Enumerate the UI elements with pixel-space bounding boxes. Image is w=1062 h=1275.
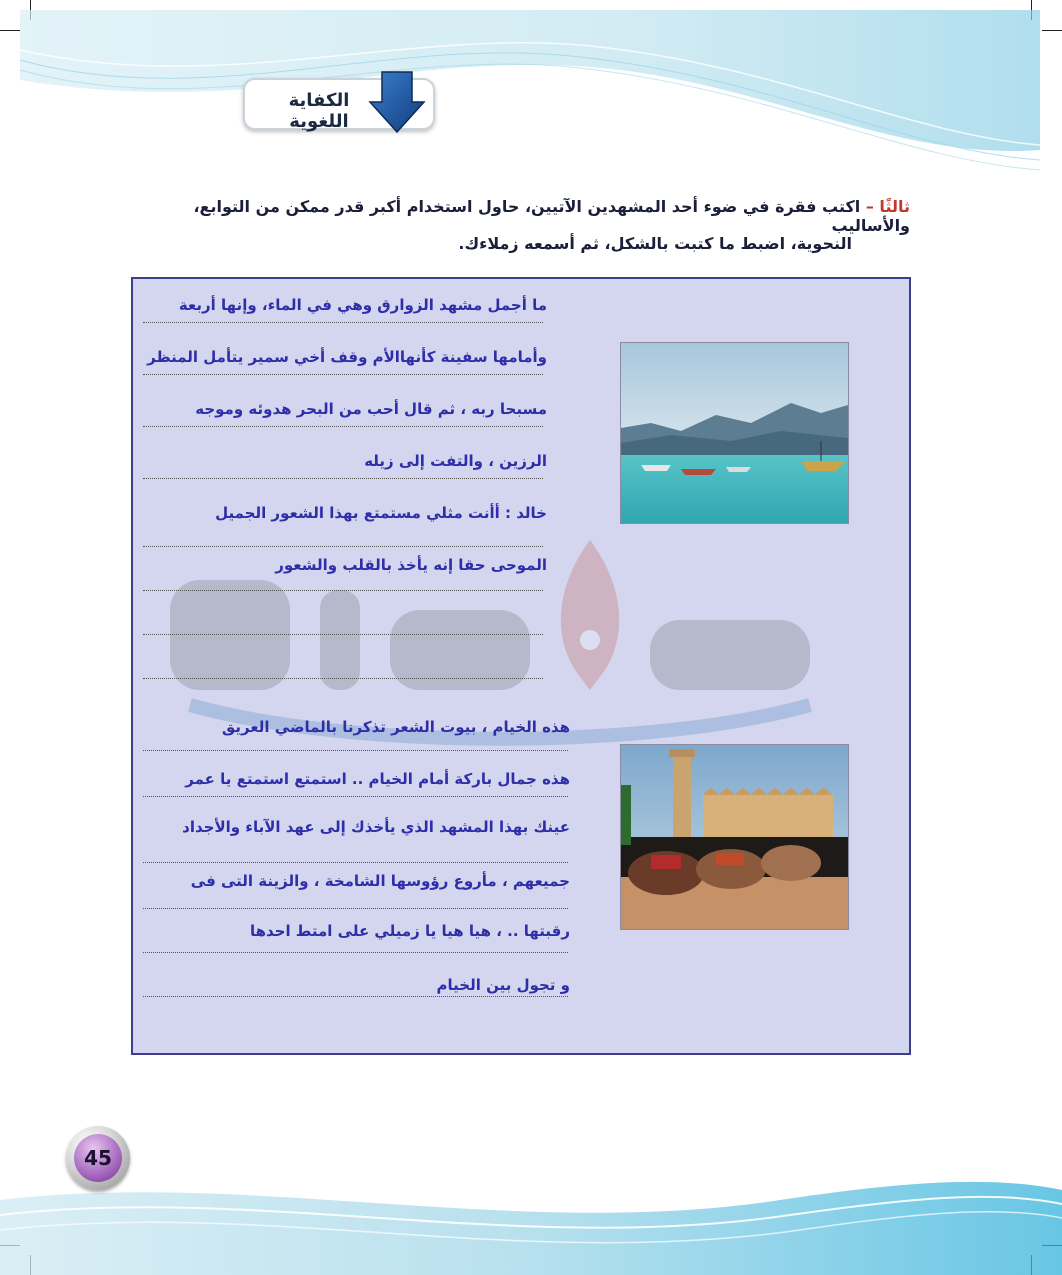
scene1-line: مسبحا ربه ، ثم قال أحب من البحر هدوئه وموجه	[195, 400, 547, 418]
top-wave-decoration	[0, 0, 1062, 180]
camels-tents-photo	[620, 744, 849, 930]
sea-boats-photo	[620, 342, 849, 524]
answer-rule	[143, 996, 568, 997]
answer-rule	[143, 478, 543, 479]
page-number: 45	[74, 1134, 122, 1182]
section-title: الكفاية اللغوية	[288, 90, 350, 132]
scene2-line: و تجول بين الخيام	[436, 976, 570, 994]
scene2-line: عينك بهذا المشهد الذي يأخذك إلى عهد الآباء والأجداد	[182, 818, 570, 836]
answer-rule	[143, 546, 543, 547]
instruction-line-2	[252, 234, 852, 253]
answer-rule	[143, 374, 543, 375]
scene2-line: هذه الخيام ، بيوت الشعر تذكرنا بالماضي العريق	[221, 718, 570, 736]
bottom-wave-decoration	[0, 1160, 1062, 1275]
scene1-line: الرزين ، والتفت إلى زيله	[364, 452, 547, 470]
answer-rule	[143, 426, 543, 427]
scene1-line: ما أجمل مشهد الزوارق وهي في الماء، وإنها أربعة	[178, 296, 547, 314]
answer-rule	[143, 796, 568, 797]
instruction-line-1	[120, 197, 910, 235]
answer-rule	[143, 862, 568, 863]
instruction-text-2: النحوية، اضبط ما كتبت بالشكل، ثم أسمعه زملاءك.	[458, 234, 852, 253]
scene1-line: الموحى حقا إنه يأخذ بالقلب والشعور	[275, 556, 547, 574]
answer-rule	[143, 678, 543, 679]
down-arrow-icon	[368, 70, 426, 134]
scene1-line: خالد : أأنت مثلي مستمتع بهذا الشعور الجميل	[215, 504, 547, 522]
scene1-line: وأمامها سفينة كأنهاالأم وقف أخي سمير يتأمل المنظر	[147, 348, 547, 366]
scene2-line: جميعهم ، مأروع رؤوسها الشامخة ، والزينة التى فى	[190, 872, 570, 890]
answer-rule	[143, 908, 568, 909]
answer-rule	[143, 322, 543, 323]
answer-rule	[143, 590, 543, 591]
instruction-text-1: اكتب فقرة في ضوء أحد المشهدين الآتيين، حاول استخدام أكبر قدر ممكن من التوابع، والأساليب	[193, 197, 910, 235]
answer-rule	[143, 952, 568, 953]
page-number-badge	[66, 1126, 130, 1190]
answer-rule	[143, 750, 568, 751]
instruction-lead: ثالثًا –	[865, 197, 910, 216]
answer-rule	[143, 634, 543, 635]
scene2-line: هذه جمال باركة أمام الخيام .. استمتع استمتع يا عمر	[185, 770, 570, 788]
scene2-line: رقبتها .. ، هيا هيا يا زميلي على امتط احدها	[249, 922, 570, 940]
